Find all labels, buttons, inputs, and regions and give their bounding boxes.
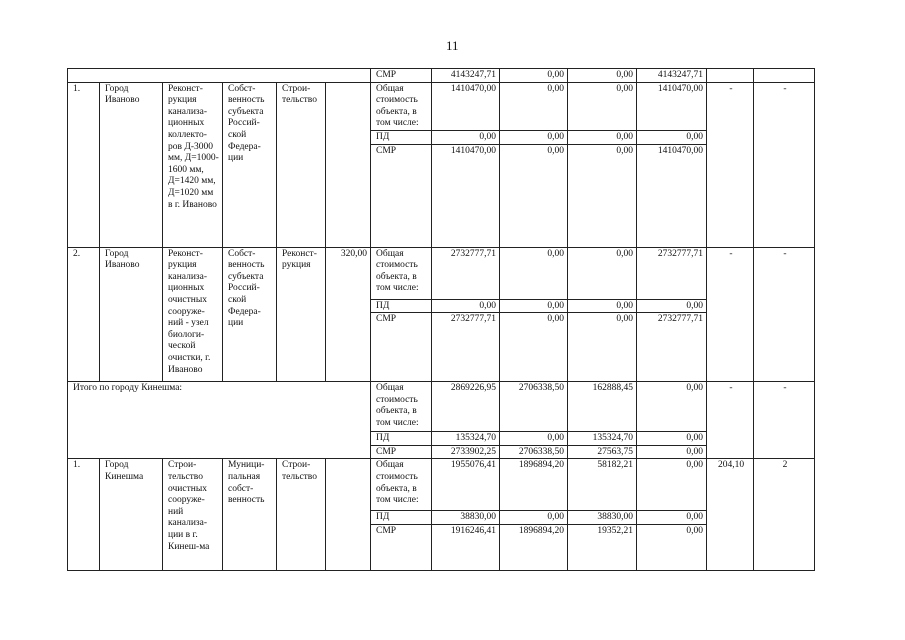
table-cell: 19352,21 <box>568 524 637 570</box>
page-number: 11 <box>446 38 459 53</box>
table-cell: 0,00 <box>637 445 707 459</box>
table-cell: 2732777,71 <box>637 313 707 382</box>
table-cell: 135324,70 <box>568 432 637 446</box>
table-cell: 1410470,00 <box>637 144 707 247</box>
table-cell: 0,00 <box>568 299 637 313</box>
table-cell: 0,00 <box>500 432 568 446</box>
row-number: 1. <box>68 459 100 571</box>
table-cell: 204,10 <box>707 459 754 571</box>
table-row <box>68 459 815 511</box>
smr-label: СМР <box>371 524 432 570</box>
table-cell: 1916246,41 <box>432 524 500 570</box>
table-cell: 1410470,00 <box>637 82 707 130</box>
table-cell: 0,00 <box>500 69 568 83</box>
table-cell: - <box>754 382 815 459</box>
table-cell: - <box>754 82 815 247</box>
total-label: Общая стоимость объекта, в том числе: <box>371 382 432 432</box>
table-cell: 1896894,20 <box>500 459 568 511</box>
table-row <box>68 382 815 432</box>
object-cell: Реконст-рукция канализа-ционных коллекто-ров Д-3000 мм, Д=1000-1600 мм, Д=1420 мм, Д=1020 мм в г. Иваново <box>163 82 223 247</box>
investment-table <box>67 68 815 571</box>
table-cell: 0,00 <box>568 82 637 130</box>
table-cell: 58182,21 <box>568 459 637 511</box>
ownership-cell: Муници-пальная собст-венность <box>223 459 277 571</box>
table-cell: 0,00 <box>637 299 707 313</box>
table-row <box>68 69 815 83</box>
table-cell: 0,00 <box>568 144 637 247</box>
total-label: Общая стоимость объекта, в том числе: <box>371 82 432 130</box>
table-cell: 1410470,00 <box>432 82 500 130</box>
table-cell: 0,00 <box>500 247 568 299</box>
smr-label: СМР <box>371 144 432 247</box>
table-cell: - <box>754 247 815 382</box>
pd-label: ПД <box>371 130 432 144</box>
row-number: 2. <box>68 247 100 382</box>
work-type-cell: Строи-тельство <box>277 82 326 247</box>
table-cell: 0,00 <box>637 524 707 570</box>
table-cell: 135324,70 <box>432 432 500 446</box>
table-cell: 0,00 <box>500 130 568 144</box>
table-cell: 0,00 <box>568 247 637 299</box>
table-cell: 2706338,50 <box>500 445 568 459</box>
table-cell: 1410470,00 <box>432 144 500 247</box>
row-number: 1. <box>68 82 100 247</box>
table-cell: 0,00 <box>637 432 707 446</box>
object-cell: Реконст-рукция канализа-ционных очистных сооруже-ний - узел биологи-ческой очистки, г. Иваново <box>163 247 223 382</box>
table-cell: 0,00 <box>637 382 707 432</box>
table-cell: - <box>707 82 754 247</box>
total-label: Общая стоимость объекта, в том числе: <box>371 247 432 299</box>
pd-label: ПД <box>371 432 432 446</box>
smr-label: СМР <box>371 313 432 382</box>
table-cell: 0,00 <box>432 299 500 313</box>
table-cell: 0,00 <box>637 130 707 144</box>
capacity-cell: 320,00 <box>326 247 371 382</box>
table-cell: 2732777,71 <box>432 313 500 382</box>
capacity-cell <box>326 459 371 571</box>
table-cell: 2732777,71 <box>637 247 707 299</box>
total-label: Общая стоимость объекта, в том числе: <box>371 459 432 511</box>
work-type-cell: Строи-тельство <box>277 459 326 571</box>
table-cell: 0,00 <box>500 82 568 130</box>
ownership-cell: Собст-венность субъекта Россий-ской Федера-ции <box>223 82 277 247</box>
table-cell: 27563,75 <box>568 445 637 459</box>
table-cell: 38830,00 <box>568 511 637 525</box>
table-cell: 0,00 <box>500 313 568 382</box>
object-cell: Строи-тельство очистных сооруже-ний канализа-ции в г. Кинеш-ма <box>163 459 223 571</box>
municipality-cell: Город Иваново <box>100 247 163 382</box>
table-cell: 0,00 <box>568 130 637 144</box>
table-cell: 38830,00 <box>432 511 500 525</box>
ownership-cell: Собст-венность субъекта Россий-ской Федера-ции <box>223 247 277 382</box>
table-cell: 2 <box>754 459 815 571</box>
pd-label: ПД <box>371 299 432 313</box>
table-cell: - <box>707 247 754 382</box>
table-cell: 0,00 <box>568 313 637 382</box>
table-cell: 1896894,20 <box>500 524 568 570</box>
table-cell: 4143247,71 <box>637 69 707 83</box>
table-cell: 0,00 <box>637 459 707 511</box>
table-cell: 1955076,41 <box>432 459 500 511</box>
table-cell: 0,00 <box>568 69 637 83</box>
table-cell: 162888,45 <box>568 382 637 432</box>
pd-label: ПД <box>371 511 432 525</box>
table-cell: 0,00 <box>432 130 500 144</box>
table-cell: 2732777,71 <box>432 247 500 299</box>
table-cell: 4143247,71 <box>432 69 500 83</box>
capacity-cell <box>326 82 371 247</box>
work-type-cell: Реконст-рукция <box>277 247 326 382</box>
table-cell: 0,00 <box>500 299 568 313</box>
table-cell: 2869226,95 <box>432 382 500 432</box>
table-cell: 0,00 <box>500 144 568 247</box>
table-cell: 2733902,25 <box>432 445 500 459</box>
table-cell: - <box>707 382 754 459</box>
table-row <box>68 247 815 299</box>
table-cell: 0,00 <box>637 511 707 525</box>
table-cell: 2706338,50 <box>500 382 568 432</box>
smr-label: СМР <box>371 69 432 83</box>
table-row <box>68 82 815 130</box>
municipality-cell: Город Кинешма <box>100 459 163 571</box>
subtotal-label: Итого по городу Кинешма: <box>68 382 371 459</box>
smr-label: СМР <box>371 445 432 459</box>
table-cell: 0,00 <box>500 511 568 525</box>
municipality-cell: Город Иваново <box>100 82 163 247</box>
